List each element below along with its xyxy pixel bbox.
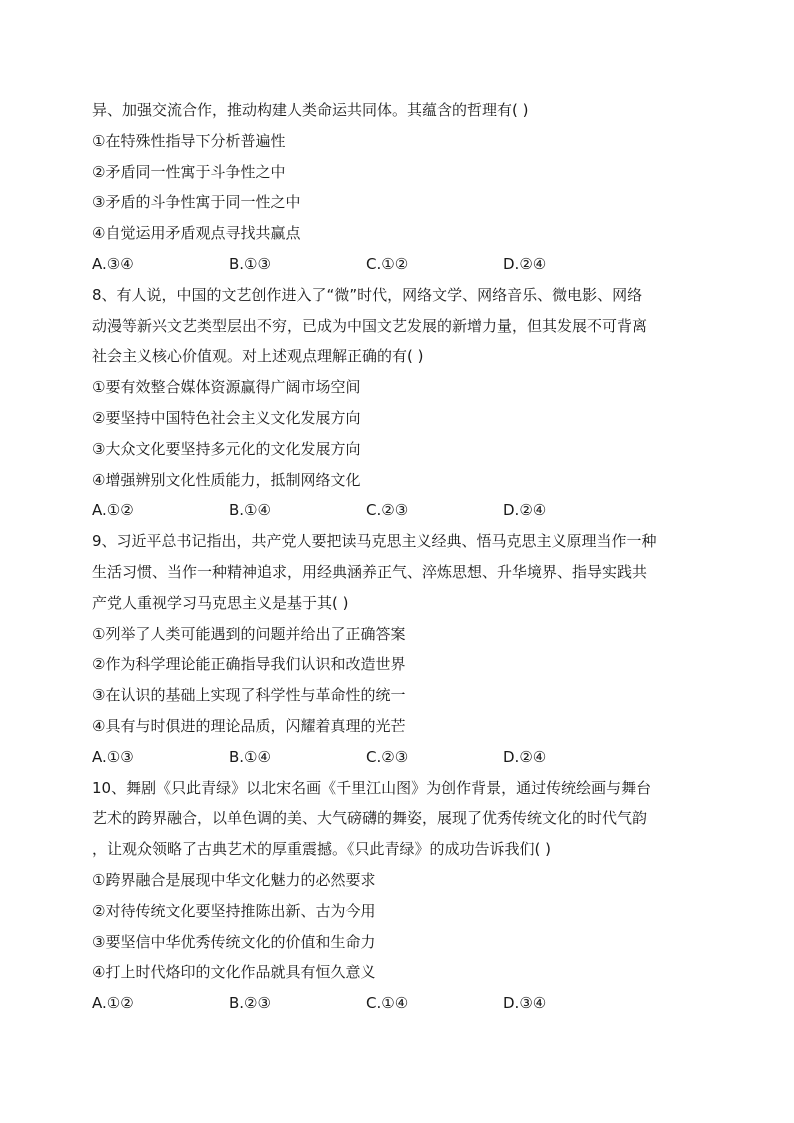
option-a: A.①②	[92, 994, 134, 1013]
question-10	[92, 773, 712, 1019]
option-d: D.②④	[503, 747, 547, 766]
option-d: D.②④	[503, 254, 547, 273]
statement-4: ④具有与时俱进的理论品质，闪耀着真理的光芒	[92, 716, 406, 735]
option-c: C.①②	[366, 254, 409, 273]
statement-4: ④打上时代烙印的文化作品就具有恒久意义	[92, 963, 376, 982]
statement-2: ②要坚持中国特色社会主义文化发展方向	[92, 408, 361, 427]
answer-options	[92, 742, 712, 773]
answer-options	[92, 988, 712, 1019]
question-content	[92, 95, 712, 1019]
option-d: D.③④	[503, 994, 547, 1013]
statement-4: ④增强辨别文化性质能力，抵制网络文化	[92, 470, 361, 489]
question-stem-line: 社会主义核心价值观。对上述观点理解正确的有( )	[92, 347, 424, 366]
statement-1: ①要有效整合媒体资源赢得广阔市场空间	[92, 378, 361, 397]
option-c: C.②③	[366, 747, 409, 766]
statement-1: ①跨界融合是展现中华文化魅力的必然要求	[92, 870, 376, 889]
statement-1: ①列举了人类可能遇到的问题并给出了正确答案	[92, 624, 406, 643]
question-stem-line: 产党人重视学习马克思主义是基于其( )	[92, 593, 349, 612]
answer-options	[92, 495, 712, 526]
statement-2: ②矛盾同一性寓于斗争性之中	[92, 162, 286, 181]
statement-3: ③要坚信中华优秀传统文化的价值和生命力	[92, 932, 376, 951]
statement-2: ②对待传统文化要坚持推陈出新、古为今用	[92, 901, 376, 920]
option-a: A.③④	[92, 254, 134, 273]
question-9	[92, 526, 712, 772]
option-a: A.①②	[92, 501, 134, 520]
option-b: B.②③	[229, 994, 271, 1013]
statement-2: ②作为科学理论能正确指导我们认识和改造世界	[92, 655, 406, 674]
question-8	[92, 280, 712, 526]
question-stem-line: 10、舞剧《只此青绿》以北宋名画《千里江山图》为创作背景，通过传统绘画与舞台	[92, 778, 652, 797]
question-7	[92, 95, 712, 280]
option-b: B.①④	[229, 501, 271, 520]
option-a: A.①③	[92, 747, 134, 766]
question-stem-line: 异、加强交流合作，推动构建人类命运共同体。其蕴含的哲理有( )	[92, 101, 529, 119]
option-c: C.①④	[366, 994, 409, 1013]
statement-3: ③矛盾的斗争性寓于同一性之中	[92, 193, 301, 212]
question-stem-line: 动漫等新兴文艺类型层出不穷，已成为中国文艺发展的新增力量，但其发展不可背离	[92, 316, 648, 335]
option-b: B.①③	[229, 254, 271, 273]
statement-4: ④自觉运用矛盾观点寻找共赢点	[92, 224, 301, 243]
question-stem-line: 艺术的跨界融合，以单色调的美、大气磅礴的舞姿，展现了优秀传统文化的时代气韵	[92, 809, 648, 828]
option-c: C.②③	[366, 501, 409, 520]
question-stem-line: 9、习近平总书记指出，共产党人要把读马克思主义经典、悟马克思主义原理当作一种	[92, 532, 657, 551]
answer-options	[92, 249, 712, 280]
question-stem-line: ，让观众领略了古典艺术的厚重震撼。《只此青绿》的成功告诉我们( )	[92, 840, 551, 859]
statement-3: ③大众文化要坚持多元化的文化发展方向	[92, 439, 361, 458]
question-stem-line: 生活习惯、当作一种精神追求，用经典涵养正气、淬炼思想、升华境界、指导实践共	[92, 562, 648, 581]
option-b: B.①④	[229, 747, 271, 766]
statement-3: ③在认识的基础上实现了科学性与革命性的统一	[92, 686, 406, 705]
option-d: D.②④	[503, 501, 547, 520]
statement-1: ①在特殊性指导下分析普遍性	[92, 131, 286, 150]
question-stem-line: 8、有人说，中国的文艺创作进入了“微”时代，网络文学、网络音乐、微电影、网络	[92, 285, 643, 304]
